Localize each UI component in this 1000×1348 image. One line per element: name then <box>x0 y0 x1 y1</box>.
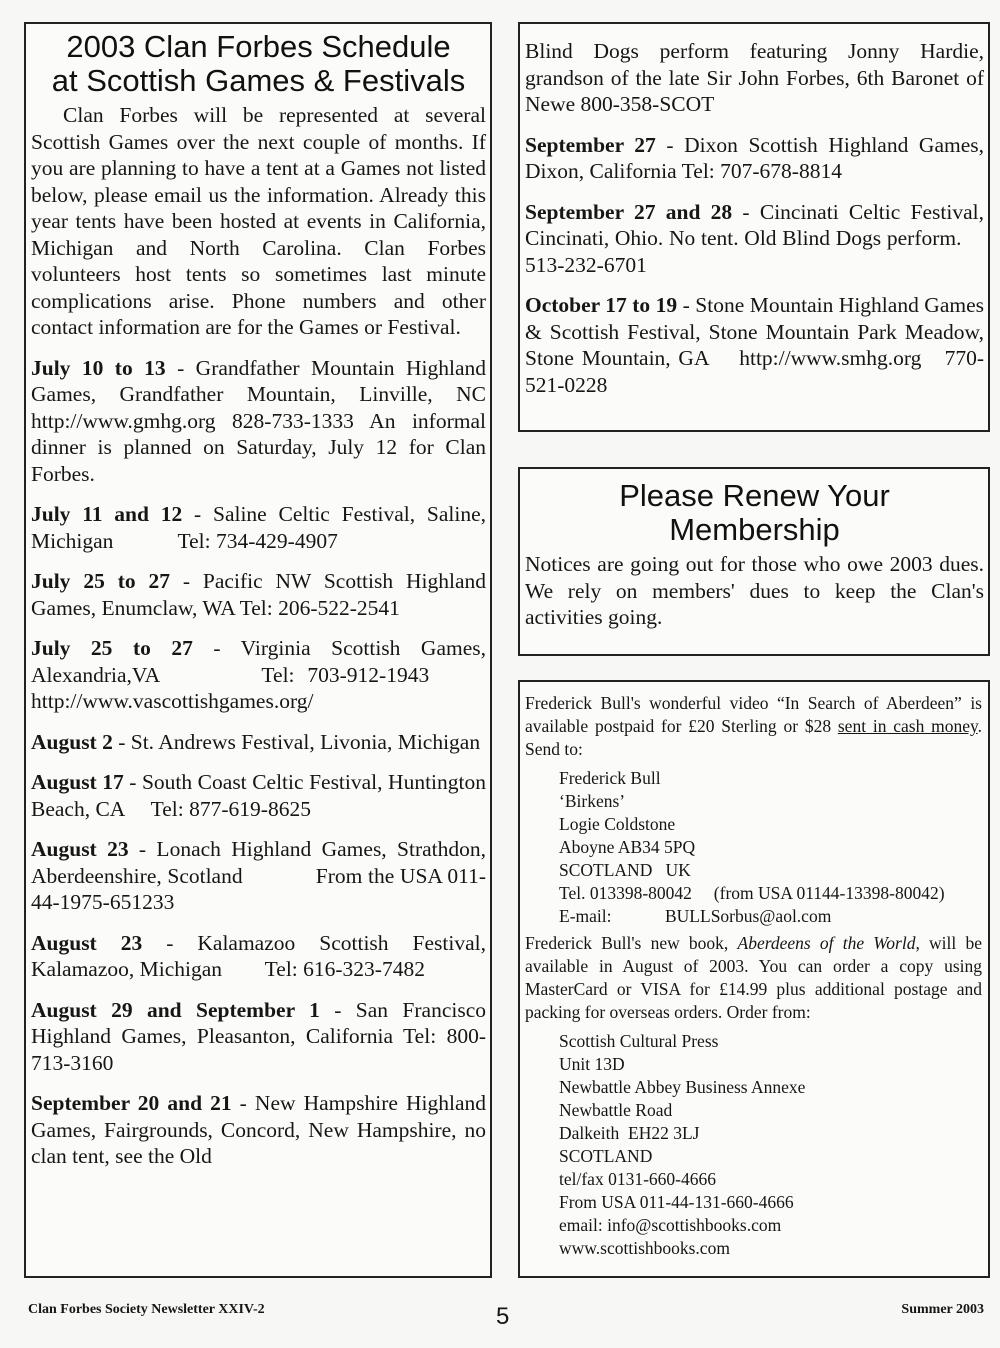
address-line: Dalkeith EH22 3LJ <box>559 1123 700 1143</box>
event-item <box>31 769 486 822</box>
event-item <box>31 729 486 756</box>
event-details: - Pacific NW Scottish Highland Games, Enumclaw, WA Tel: 206-522-2541 <box>31 569 486 620</box>
newsletter-name: Clan Forbes Society Newsletter XXIV-2 <box>28 1302 265 1317</box>
event-details: - Kalamazoo Scottish Festival, Kalamazoo, Michigan Tel: 616-323-7482 <box>31 930 487 981</box>
event-item <box>31 355 486 488</box>
event-item <box>31 568 486 621</box>
order-address <box>525 1030 982 1260</box>
event-date: September 27 <box>525 132 656 157</box>
event-item <box>525 199 984 279</box>
address-line: email: info@scottishbooks.com <box>559 1215 782 1235</box>
event-date: July 11 and 12 <box>31 502 183 526</box>
event-details: - New Hampshire Highland Games, Fairgrounds, Concord, New Hampshire, no clan tent, see the Old <box>31 1091 487 1168</box>
email-line: E-mail: BULLSorbus@aol.com <box>559 906 832 926</box>
book-offer: Frederick Bull's new book, Aberdeens of the World, will be available in August of 2003. You can order a copy using MasterCard or VISA for £14.99 plus additional postage and packing for overseas orders. Order from: <box>525 933 982 1022</box>
renew-membership-notice <box>518 467 990 656</box>
page-number: 5 <box>496 1303 510 1330</box>
address-line: Newbattle Abbey Business Annexe <box>559 1077 806 1097</box>
address-line: From USA 011-44-131-660-4666 <box>559 1192 794 1212</box>
event-date: August 23 <box>31 837 129 861</box>
event-date: August 23 <box>31 930 143 955</box>
event-item <box>31 1090 486 1170</box>
address-line: Frederick Bull <box>559 768 661 788</box>
address-line: SCOTLAND <box>559 1146 653 1166</box>
games-schedule-article <box>24 22 492 1278</box>
address-line: Newbattle Road <box>559 1100 673 1120</box>
event-details: - San Francisco Highland Games, Pleasanton, California Tel: 800-713-3160 <box>31 997 487 1075</box>
address-line: ‘Birkens’ <box>559 791 626 811</box>
event-date: July 25 to 27 <box>31 569 170 593</box>
article-title: 2003 Clan Forbes Schedule at Scottish Games & Festivals <box>51 29 466 98</box>
frederick-bull-advert <box>518 680 990 1278</box>
event-date: September 27 and 28 <box>525 199 733 224</box>
address-line: SCOTLAND UK <box>559 860 691 880</box>
event-date: August 17 <box>31 770 124 794</box>
event-date: July 25 to 27 <box>31 636 193 660</box>
event-details: - Virginia Scottish Games, Alexandria,VA Tel: 703-912-1943 http://www.vascottishgames.org/ <box>31 636 487 713</box>
mailing-address <box>525 767 982 905</box>
address-line: tel/fax 0131-660-4666 <box>559 1169 716 1189</box>
event-item <box>525 292 984 398</box>
issue-date: Summer 2003 <box>901 1302 984 1317</box>
event-details: - Lonach Highland Games, Strathdon, Aberdeenshire, Scotland From the USA 011-44-1975-651233 <box>31 837 487 914</box>
event-date: September 20 and 21 <box>31 1091 232 1115</box>
address-line: Tel. 013398-80042 (from USA 01144-13398-80042) <box>559 883 945 903</box>
event-date: July 10 to 13 <box>31 355 166 380</box>
games-schedule-continued <box>518 22 990 432</box>
event-item <box>31 635 486 715</box>
address-line: Scottish Cultural Press <box>559 1031 719 1051</box>
renew-title: Please Renew Your Membership <box>619 478 890 547</box>
event-item <box>525 132 984 185</box>
renew-text: Notices are going out for those who owe 2003 dues. We rely on members' dues to keep the Clan's activities going. <box>525 552 984 629</box>
event-details: - Grandfather Mountain Highland Games, Grandfather Mountain, Linville, NC http://www.gmhg.org 828-733-1333 An informal dinner is planned on Saturday, July 12 for Clan Forbes. <box>31 355 487 486</box>
address-line: www.scottishbooks.com <box>559 1238 730 1258</box>
event-details: - Cincinati Celtic Festival, Cincinati, Ohio. No tent. Old Blind Dogs perform. 513-232-6701 <box>525 199 984 277</box>
article-intro: Clan Forbes will be represented at several Scottish Games over the next couple of months. If you are planning to have a tent at a Games not listed below, please email us the information. Already this year tents have been hosted at events in California, Michigan and North Carolina. Clan Forbes volunteers host tents so sometimes last minute complications arise. Phone numbers and other contact information are for the Games or Festival. <box>31 103 486 339</box>
video-offer: Frederick Bull's wonderful video “In Search of Aberdeen” is available postpaid for £20 Sterling or $28 sent in cash money. Send to: <box>525 693 983 759</box>
event-date: August 2 <box>31 729 113 754</box>
event-item <box>31 930 486 983</box>
event-item <box>31 836 486 916</box>
address-line: Aboyne AB34 5PQ <box>559 837 696 857</box>
event-item <box>31 501 486 554</box>
address-line: Logie Coldstone <box>559 814 676 834</box>
event-date: August 29 and September 1 <box>31 997 320 1022</box>
continuation-text: Blind Dogs perform featuring Jonny Hardie, grandson of the late Sir John Forbes, 6th Baronet of Newe 800-358-SCOT <box>525 39 984 116</box>
event-item <box>31 997 486 1077</box>
event-details: - Stone Mountain Highland Games & Scottish Festival, Stone Mountain Park Meadow, Stone Mountain, GA http://www.smhg.org 770-521-0228 <box>525 293 984 397</box>
event-details: - Saline Celtic Festival, Saline, Michigan Tel: 734-429-4907 <box>31 502 486 553</box>
event-details: - Dixon Scottish Highland Games, Dixon, California Tel: 707-678-8814 <box>525 132 984 183</box>
event-details: - St. Andrews Festival, Livonia, Michigan <box>112 729 481 754</box>
address-line: Unit 13D <box>559 1054 625 1074</box>
email-address[interactable]: BULLSorbus@aol.com <box>665 906 832 926</box>
event-date: October 17 to 19 <box>525 293 678 317</box>
event-details: - South Coast Celtic Festival, Huntington Beach, CA Tel: 877-619-8625 <box>31 770 486 821</box>
